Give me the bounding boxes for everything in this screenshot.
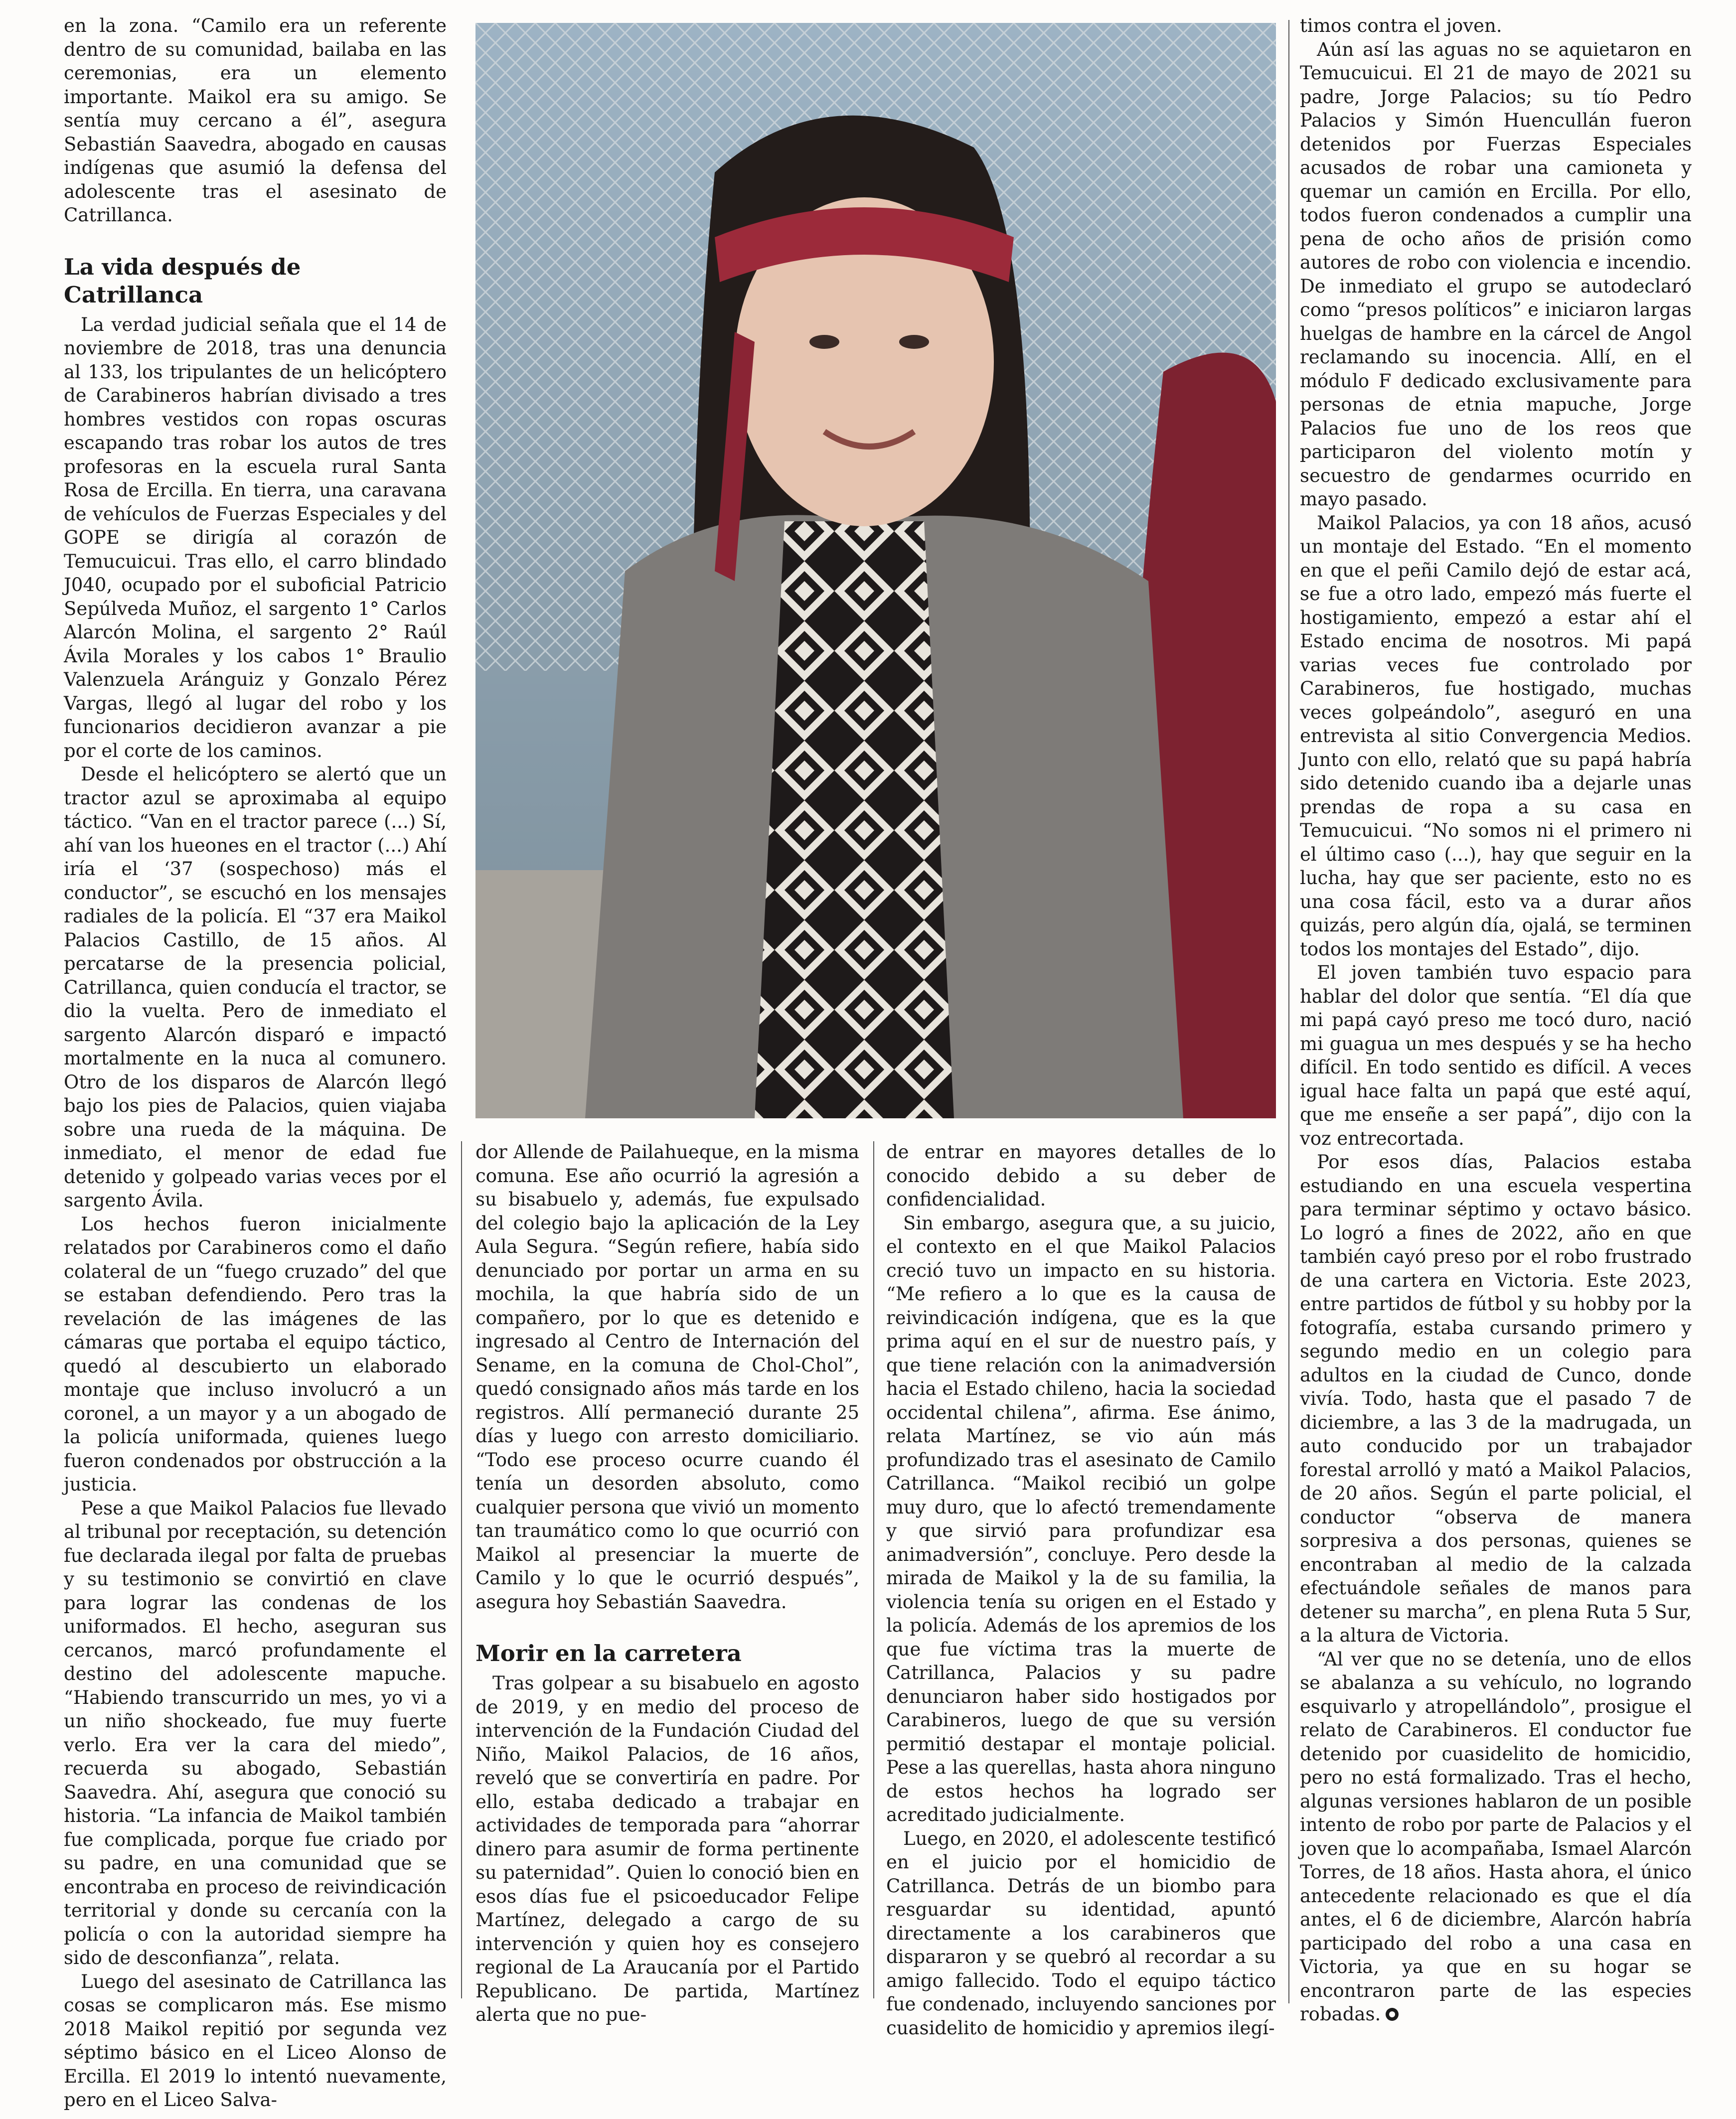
paragraph: Desde el helicóptero se alertó que un tractor azul se aproximaba al equipo táctico. “Van en el tractor parece (...) Sí, ahí van los hueones en el tractor (...) Ahí iría el ‘37 (sospechoso) más el conductor”, se escuchó en los mensajes radiales de la policía. El “37 era Maikol Palacios Castillo, de 15 años. Al percatarse de la presencia policial, Catrillanca, quien conducía el tractor, se dio la vuelta. Pero de inmediato el sargento Alarcón disparó e impactó mortalmente en la nuca al comunero. Otro de los disparos de Alarcón llegó bajo los pies de Palacios, quien viajaba sobre una rueda de la máquina. De inmediato, el menor de edad fue detenido y golpeado varias veces por el sargento Ávila. — [64, 763, 447, 1211]
column-1 — [64, 14, 447, 2111]
paragraph: Pese a que Maikol Palacios fue llevado al tribunal por receptación, su detención fue declarada ilegal por falta de pruebas y su testimonio se convirtió en clave para lograr las condenas de los uniformados. El hecho, aseguran sus cercanos, marcó profundamente el destino del adolescente mapuche. “Habiendo transcurrido un mes, yo vi a un niño shockeado, fue muy fuerte verlo. Era ver la cara del miedo”, recuerda su abogado, Sebastián Saavedra. Ahí, asegura que conoció su historia. “La infancia de Maikol también fue complicada, porque fue criado por su padre, en una comunidad que se encontraba en proceso de reivindicación territorial y donde su cercanía con la policía o con la autoridad siempre ha sido de desconfianza”, relata. — [64, 1497, 447, 1968]
column-3 — [886, 1140, 1276, 2039]
paragraph: El joven también tuvo espacio para hablar del dolor que sentía. “El día que mi papá cayó preso me tocó duro, nació mi guagua un mes después y se ha hecho difícil. En todo sentido es difícil. A veces igual hace falta un papá que esté aquí, que me enseñe a ser papá”, dijo con la voz entrecortada. — [1300, 962, 1692, 1149]
paragraph: dor Allende de Pailahueque, en la misma comuna. Ese año ocurrió la agresión a su bisabuelo y, además, fue expulsado del colegio bajo la aplicación de la Ley Aula Segura. “Según refiere, había sido denunciado por portar un arma en su mochila, la que habría sido de un compañero, por lo que es detenido e ingresado al Centro de Internación del Sename, en la comuna de Chol-Chol”, quedó consignado años más tarde en los registros. Allí permaneció durante 25 días y luego con arresto domiciliario. “Todo ese proceso ocurre cuando él tenía un desorden absoluto, como cualquier persona que vivió un momento tan traumático como lo que ocurrió con Maikol al presenciar la muerte de Camilo y lo que le ocurrió después”, asegura hoy Sebastián Saavedra. — [475, 1141, 859, 1613]
end-of-article-icon — [1385, 2007, 1400, 2022]
paragraph — [1300, 1648, 1692, 2026]
section-heading: Morir en la carretera — [475, 1640, 742, 1666]
column-rule — [873, 1141, 874, 1998]
column-4 — [1300, 14, 1692, 2025]
paragraph: Luego, en 2020, el adolescente testificó en el juicio por el homicidio de Catrillanca. Detrás de un biombo para resguardar su identidad, apuntó directamente a los carabineros que dispararon y se quebró al recordar a su amigo fallecido. Todo el equipo táctico fue condenado, incluyendo sanciones por cuasidelito de homicidio y apremios ilegí- — [886, 1827, 1276, 2039]
column-rule — [461, 1141, 462, 1998]
paragraph: Tras golpear a su bisabuelo en agosto de 2019, y en medio del proceso de intervención de la Fundación Ciudad del Niño, Maikol Palacios, de 16 años, reveló que se convertiría en padre. Por ello, estaba dedicado a trabajar en actividades de temporada para “ahorrar dinero para asumir de forma pertinente su paternidad”. Quien lo conoció bien en esos días fue el psicoeducador Felipe Martínez, delegado a cargo de su intervención y quien hoy es consejero regional de La Araucanía por el Partido Republicano. De partida, Martínez alerta que no pue- — [475, 1672, 859, 2025]
paragraph: La verdad judicial señala que el 14 de noviembre de 2018, tras una denuncia al 133, los tripulantes de un helicóptero de Carabineros habrían divisado a tres hombres vestidos con ropas oscuras escapando tras robar los autos de tres profesoras en la escuela rural Santa Rosa de Ercilla. En tierra, una caravana de vehículos de Fuerzas Especiales y del GOPE se dirigía al corazón de Temucuicui. Tras ello, el carro blindado J040, ocupado por el suboficial Patricio Sepúlveda Muñoz, el sargento 1° Carlos Alarcón Molina, el sargento 2° Raúl Ávila Morales y los cabos 1° Braulio Valenzuela Aránguiz y Gonzalo Pérez Vargas, llegó al lugar del robo y los funcionarios decidieron avanzar a pie por el corte de los caminos. — [64, 313, 447, 761]
paragraph: Aún así las aguas no se aquietaron en Temucuicui. El 21 de mayo de 2021 su padre, Jorge Palacios; su tío Pedro Palacios y Simón Huencullán fueron detenidos por Fuerzas Especiales acusados de robar una camioneta y quemar un camión en Ercilla. Por ello, todos fueron condenados a cumplir una pena de ocho años de prisión como autores de robo con violencia e incendio. De inmediato el grupo se autodeclaró como “presos políticos” e iniciaron largas huelgas de hambre en la cárcel de Angol reclamando su inocencia. Allí, en el módulo F dedicado exclusivamente para personas de etnia mapuche, Jorge Palacios fue uno de los reos que participaron del violento motín y secuestro de gendarmes ocurrido en mayo pasado. — [1300, 38, 1692, 510]
paragraph-text: “Al ver que no se detenía, uno de ellos se abalanza a su vehículo, no logrando esquivarlo y atropellándolo”, prosigue el relato de Carabineros. El conductor fue detenido por cuasidelito de homicidio, pero no está formalizado. Tras el hecho, algunas versiones hablaron de un posible intento de robo por parte de Palacios y el joven que lo acompañaba, Ismael Alarcón Torres, de 18 años. Hasta ahora, el único antecedente relacionado es que el día antes, el 6 de diciembre, Alarcón habría participado del robo a una casa en Victoria, ya que en su hogar se encontraron parte de las especies robadas. — [1300, 1648, 1692, 2025]
column-2 — [475, 1140, 859, 2025]
section-heading: La vida después de Catrillanca — [64, 253, 301, 308]
paragraph: Maikol Palacios, ya con 18 años, acusó un montaje del Estado. “En el momento en que el peñi Camilo dejó de estar acá, se fue a otro lado, empezó más fuerte el hostigamiento, empezó a estar ahí el Estado encima de nosotros. Mi papá varias veces fue controlado por Carabineros, fue hostigado, muchas veces golpeándolo”, aseguró en una entrevista al sitio Convergencia Medios. Junto con ello, relató que su papá habría sido detenido cuando iba a dejarle unas prendas de ropa a su casa en Temucuicui. “No somos ni el primero ni el último caso (...), hay que seguir en la lucha, hay que ser paciente, esto no es una cosa fácil, esto va a durar años quizás, pero algún día, ojalá, se terminen todos los montajes del Estado”, dijo. — [1300, 512, 1692, 960]
portrait-photo — [475, 23, 1276, 1118]
paragraph: de entrar en mayores detalles de lo conocido debido a su deber de confidencialidad. — [886, 1141, 1276, 1210]
portrait-illustration — [475, 23, 1276, 1118]
paragraph: en la zona. “Camilo era un referente dentro de su comunidad, bailaba en las ceremonias, era un elemento importante. Maikol era su amigo. Se sentía muy cercano a él”, asegura Sebastián Saavedra, abogado en causas indígenas que asumió la defensa del adolescente tras el asesinato de Catrillanca. — [64, 15, 447, 226]
paragraph: Luego del asesinato de Catrillanca las cosas se complicaron más. Ese mismo 2018 Maikol repitió por segunda vez séptimo básico en el Liceo Alonso de Ercilla. El 2019 lo intentó nuevamente, pero en el Liceo Salva- — [64, 1970, 447, 2111]
paragraph: Por esos días, Palacios estaba estudiando en una escuela vespertina para terminar séptimo y octavo básico. Lo logró a fines de 2022, año en que también cayó preso por el robo frustrado de una cartera en Victoria. Este 2023, entre partidos de fútbol y su hobby por la fotografía, estaba cursando primero y segundo medio en un colegio para adultos en la ciudad de Cunco, donde vivía. Todo, hasta que el pasado 7 de diciembre, a las 3 de la madrugada, un auto conducido por un trabajador forestal arrolló y mató a Maikol Palacios, de 20 años. Según el parte policial, el conductor “observa de manera sorpresiva a dos personas, quienes se encontraban al medio de la calzada efectuándole señales de manos para detener su marcha”, en plena Ruta 5 Sur, a la altura de Victoria. — [1300, 1151, 1692, 1646]
paragraph: timos contra el joven. — [1300, 15, 1502, 36]
paragraph: Los hechos fueron inicialmente relatados por Carabineros como el daño colateral de un “fuego cruzado” del que se estaban defendiendo. Pero tras la revelación de las imágenes de las cámaras que portaba el equipo táctico, quedó al descubierto un elaborado montaje que incluso involucró a un coronel, a un mayor y a un abogado de la policía uniformada, quienes luego fueron condenados por obstrucción a la justicia. — [64, 1213, 447, 1495]
column-rule — [1288, 20, 1289, 2003]
paragraph: Sin embargo, asegura que, a su juicio, el contexto en el que Maikol Palacios creció tuvo un impacto en su historia. “Me refiero a lo que es la causa de reivindicación indígena, que es la que prima aquí en el sur de nuestro país, y que tiene relación con la animadversión hacia el Estado chileno, hacia la sociedad occidental chilena”, afirma. Ese ánimo, relata Martínez, se vio aún más profundizado tras el asesinato de Camilo Catrillanca. “Maikol recibió un golpe muy duro, que lo afectó tremendamente y que sirvió para profundizar esa animadversión”, concluye. Pero desde la mirada de Maikol y la de su familia, la violencia tenía su origen en el Estado y la policía. Además de los apremios de los que fue víctima tras la muerte de Catrillanca, Palacios y su padre denunciaron haber sido hostigados por Carabineros, luego de que su versión permitió destapar el montaje policial. Pese a las querellas, hasta ahora ninguno de estos hechos ha logrado ser acreditado judicialmente. — [886, 1212, 1276, 1825]
poncho-pattern — [755, 521, 954, 1118]
